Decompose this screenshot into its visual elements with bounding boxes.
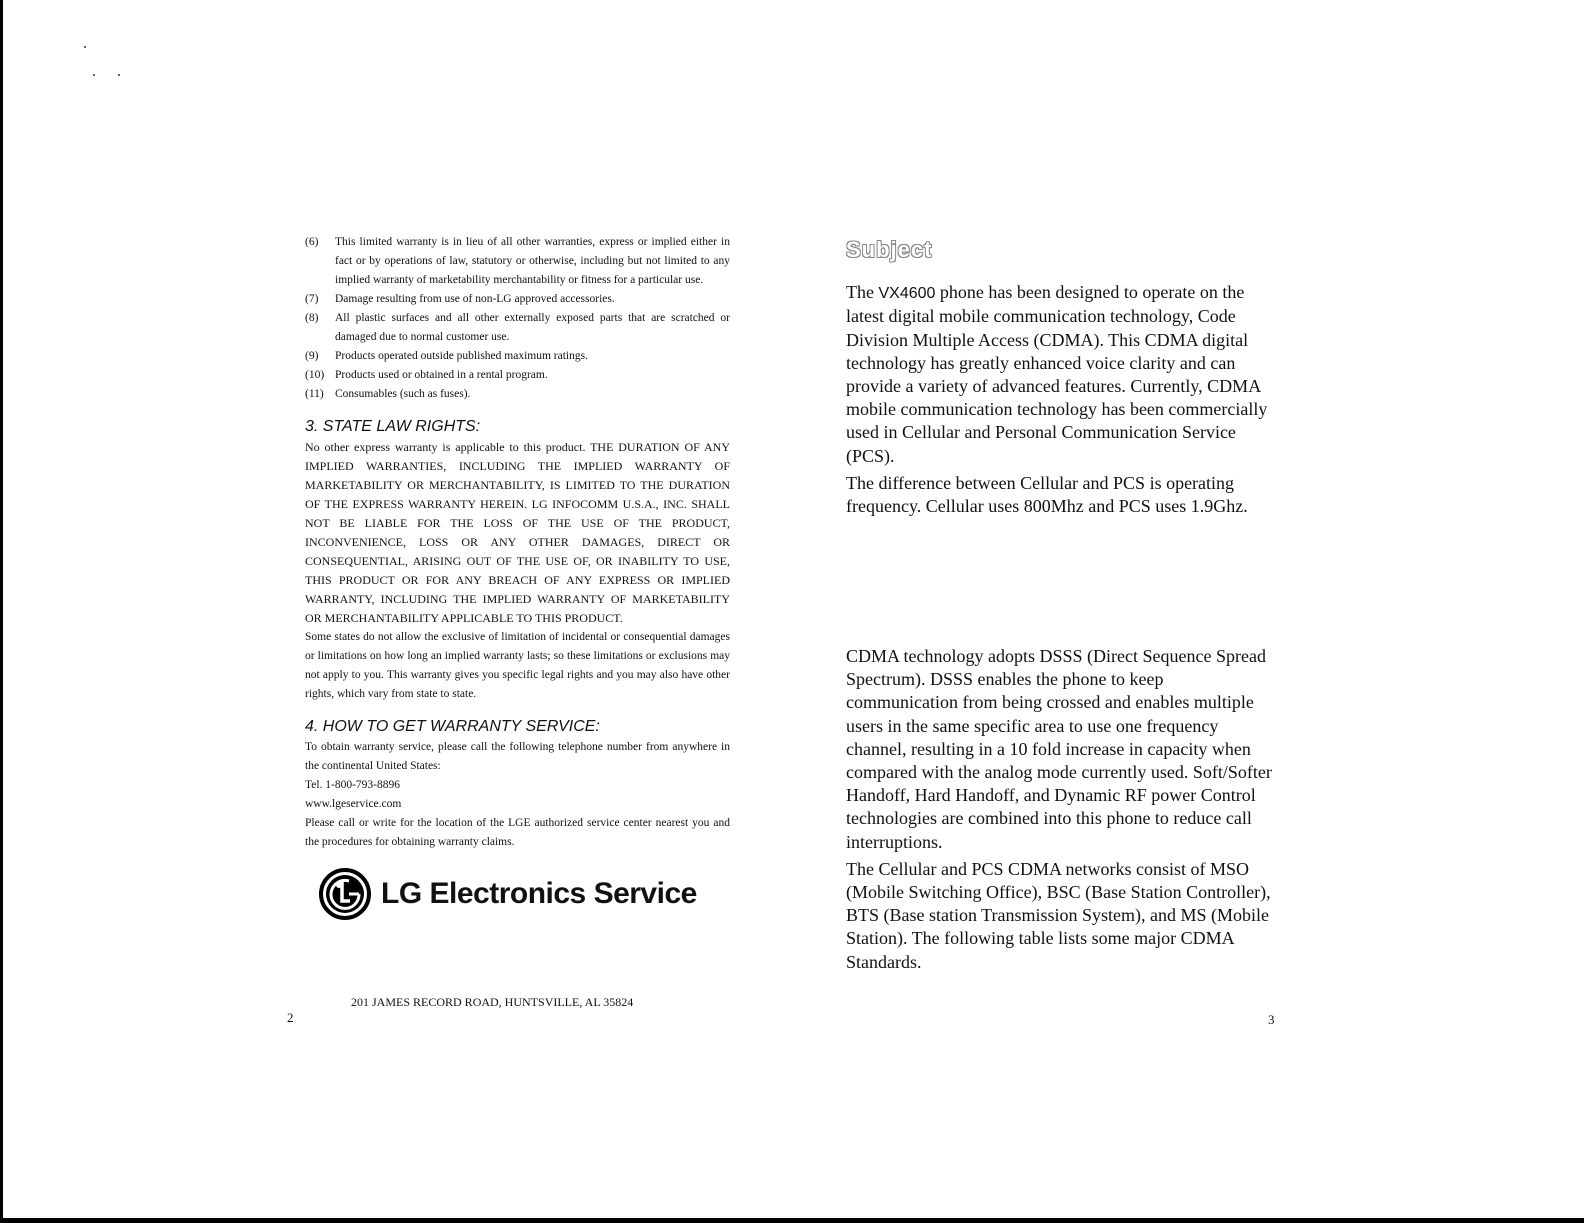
page-number-right: 3 xyxy=(1268,1012,1275,1027)
cdma-intro-paragraph xyxy=(846,281,1276,468)
list-item-text: Damage resulting from use of non-LG approved accessories. xyxy=(335,293,615,305)
state-law-paragraph: No other express warranty is applicable to this product. THE DURATION OF ANY IMPLIED WARRANTIES, INCLUDING THE IMPLIED WARRANTY OF MARKETABILITY OR MERCHANTABILITY, IS LIMITED TO THE DURATION OF THE EXPRESS WARRANTY HEREIN. LG INFOCOMM U.S.A., INC. SHALL NOT BE LIABLE FOR THE LOSS OF THE USE OF THE PRODUCT, INCONVENIENCE, LOSS OR ANY OTHER DAMAGES, DIRECT OR CONSEQUENTIAL, ARISING OUT OF THE USE OF, OR INABILITY TO USE, THIS PRODUCT OR FOR ANY BREACH OF ANY EXPRESS OR IMPLIED WARRANTY, INCLUDING THE IMPLIED WARRANTY OF MARKETABILITY OR MERCHANTABILITY APPLICABLE TO THIS PRODUCT. xyxy=(305,440,730,625)
lg-face-icon xyxy=(319,868,371,920)
list-item-text: Products operated outside published maximum ratings. xyxy=(335,350,588,362)
scan-bottom-edge xyxy=(0,1218,1584,1223)
service-address: 201 JAMES RECORD ROAD, HUNTSVILLE, AL 35824 xyxy=(351,995,634,1009)
list-item xyxy=(305,385,730,404)
dsss-paragraph: CDMA technology adopts DSSS (Direct Sequence Spread Spectrum). DSSS enables the phone to keep communication from being crossed and enables multiple users in the same specific area to use one frequency channel, resulting in a 10 fold increase in capacity when compared with the analog mode currently used. Soft/Softer Handoff, Hard Handoff, and Dynamic RF power Control technologies are combined into this phone to reduce call interruptions. xyxy=(846,646,1272,852)
scan-speck xyxy=(93,74,95,76)
scan-speck xyxy=(118,74,120,76)
frequency-paragraph: The difference between Cellular and PCS is operating frequency. Cellular uses 800Mhz and PCS uses 1.9Ghz. xyxy=(846,472,1248,517)
left-page-column xyxy=(305,233,730,920)
state-law-heading: 3. STATE LAW RIGHTS: xyxy=(305,418,481,435)
scan-left-edge xyxy=(0,0,3,1223)
subject-heading: Subject xyxy=(846,237,933,262)
warranty-exclusions-list xyxy=(305,233,730,404)
networks-paragraph: The Cellular and PCS CDMA networks consist of MSO (Mobile Switching Office), BSC (Base Station Controller), BTS (Base station Transmission System), and MS (Mobile Station). The following table lists some major CDMA Standards. xyxy=(846,858,1271,972)
list-item-number: (6) xyxy=(305,236,319,248)
list-item-number: (7) xyxy=(305,293,319,305)
right-page-column-lower xyxy=(846,645,1276,978)
intro-rest: phone has been designed to operate on the latest digital mobile communication technology, Code Division Multiple Access (CDMA). This CDMA digital technology has greatly enhanced voice clarity and can provide a variety of advanced features. Currently, CDMA mobile communication technology has been commercially used in Cellular and Personal Communication Service (PCS). xyxy=(846,282,1268,466)
warranty-service-heading: 4. HOW TO GET WARRANTY SERVICE: xyxy=(305,718,600,735)
list-item-number: (11) xyxy=(305,388,324,400)
warranty-service-paragraph: To obtain warranty service, please call the following telephone number from anywhere in the continental United States: xyxy=(305,741,730,772)
warranty-service-paragraph-2: Please call or write for the location of the LGE authorized service center nearest you and the procedures for obtaining warranty claims. xyxy=(305,817,730,848)
list-item-number: (8) xyxy=(305,312,319,324)
list-item-text: This limited warranty is in lieu of all other warranties, express or implied either in fact or by operations of law, statutory or otherwise, including but not limited to any implied warranty of marketability merchantability or fitness for a particular use. xyxy=(335,236,730,286)
phone-model: VX4600 xyxy=(878,285,936,303)
lg-logo xyxy=(319,868,730,920)
list-item xyxy=(305,347,730,366)
state-law-paragraph-2: Some states do not allow the exclusive of limitation of incidental or consequential damages or limitations on how long an implied warranty lasts; so these limitations or exclusions may not apply to you. This warranty gives you specific legal rights and you may also have other rights, which vary from state to state. xyxy=(305,631,730,700)
list-item-number: (9) xyxy=(305,350,319,362)
list-item-number: (10) xyxy=(305,369,325,381)
logo-text: LG Electronics Service xyxy=(381,877,697,910)
list-item-text: All plastic surfaces and all other externally exposed parts that are scratched or damaged due to normal customer use. xyxy=(335,312,730,343)
page-number-left: 2 xyxy=(287,1010,294,1025)
intro-prefix: The xyxy=(846,282,879,303)
list-item xyxy=(305,290,730,309)
list-item xyxy=(305,233,730,290)
list-item-text: Consumables (such as fuses). xyxy=(335,388,471,400)
list-item xyxy=(305,309,730,347)
telephone-number: Tel. 1-800-793-8896 xyxy=(305,779,401,791)
list-item-text: Products used or obtained in a rental program. xyxy=(335,369,548,381)
website-url: www.lgeservice.com xyxy=(305,798,402,810)
list-item xyxy=(305,366,730,385)
right-page-column xyxy=(846,238,1276,522)
scan-speck xyxy=(84,46,86,48)
